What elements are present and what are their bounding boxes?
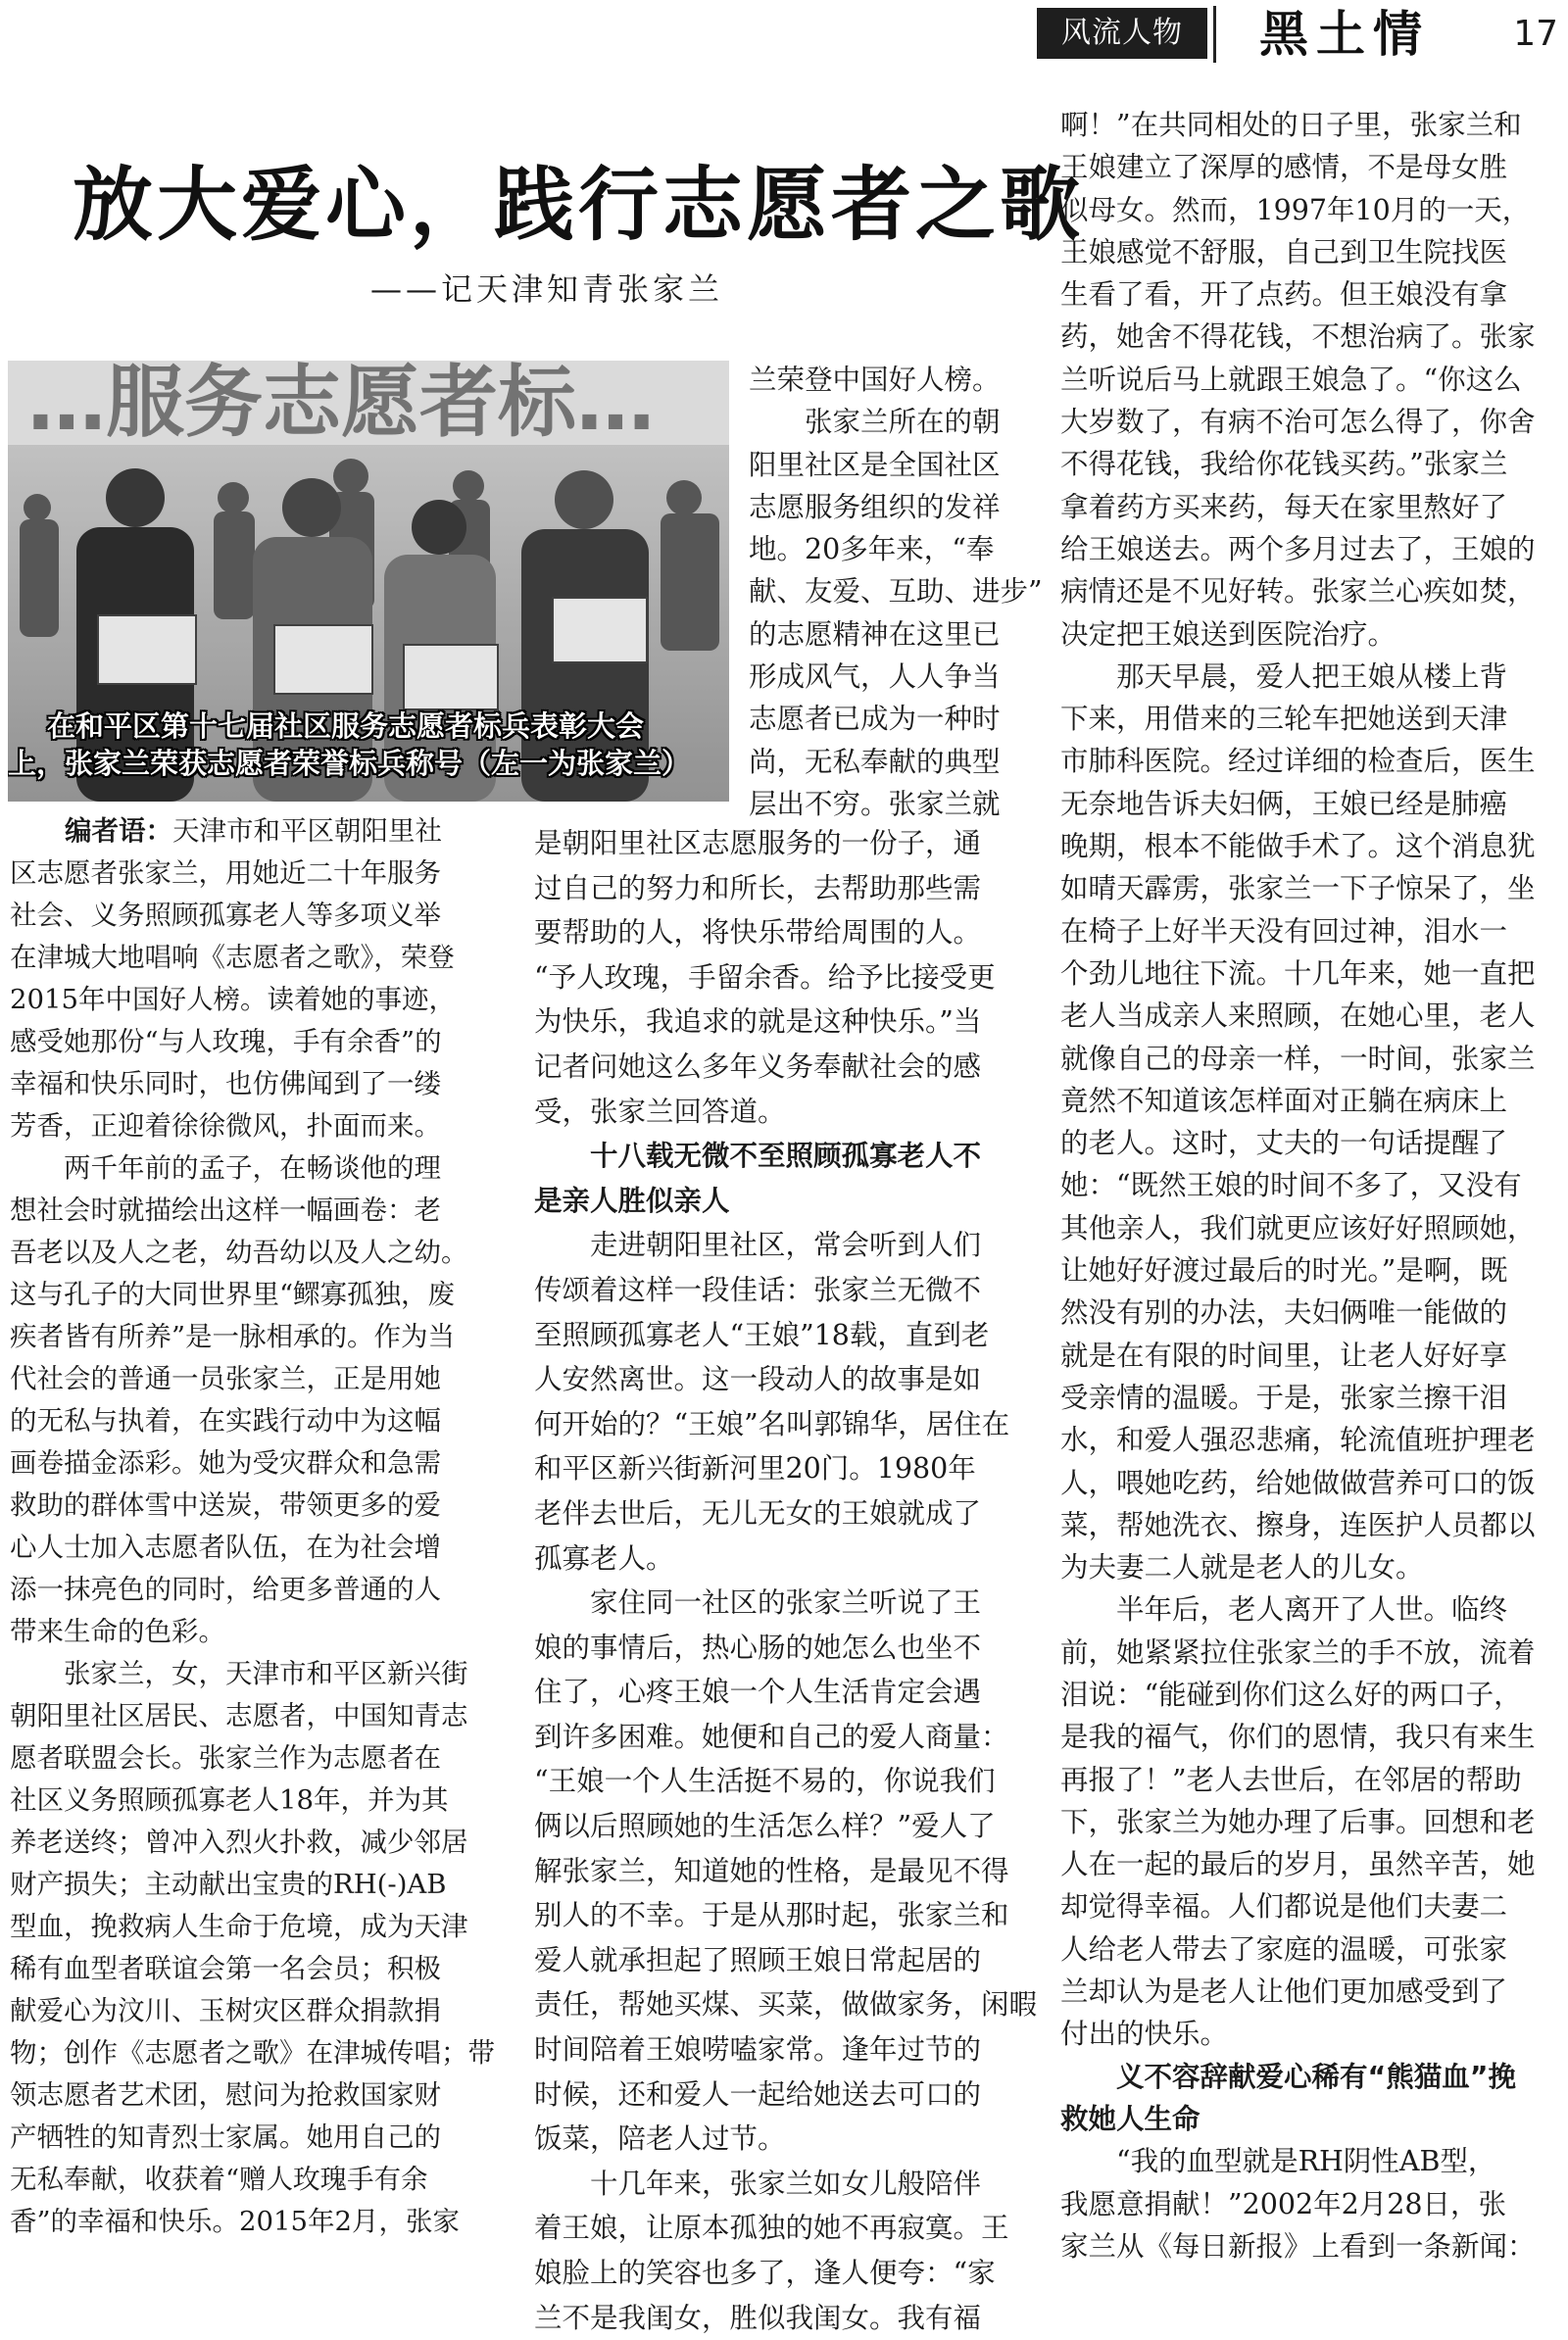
text-line: 然没有别的办法，夫妇俩唯一能做的 [1060,1296,1508,1330]
text-line: 个劲儿地往下流。十几年来，她一直把 [1060,956,1536,990]
article-photo [8,361,729,802]
text-line: 前，她紧紧拉住张家兰的手不放，流着 [1060,1635,1536,1669]
section-heading: 义不容辞献爱心稀有“熊猫血”挽 [1060,2060,1516,2093]
article-title: 放大爱心，践行志愿者之歌 [73,159,1085,252]
text-line: 时候，还和爱人一起给她送去可口的 [534,2077,982,2111]
text-line: 吾老以及人之老，幼吾幼以及人之幼。 [10,1237,468,1268]
text-line: 泪说：“能碰到你们这么好的两口子， [1060,1678,1522,1711]
text-line: 药，她舍不得花钱，不想治病了。张家 [1060,320,1536,354]
text-line: 这与孔子的大同世界里“鳏寡孤独，废 [10,1279,456,1310]
text-line: 爱人就承担起了照顾王娘日常起居的 [534,1943,982,1976]
text-line: 阳里社区是全国社区 [749,448,1001,481]
text-line: 感受她那份“与人玫瑰，手有余香”的 [10,1026,442,1057]
section-heading: 十八载无微不至照顾孤寡老人不 [534,1140,982,1173]
text-line: 受，张家兰回答道。 [534,1095,786,1128]
text-line: 家兰从《每日新报》上看到一条新闻： [1060,2229,1536,2263]
text-line: 啊！”在共同相处的日子里，张家兰和 [1060,109,1522,141]
section-heading: 救她人生命 [1060,2102,1200,2135]
text-line: 是我的福气，你们的恩情，我只有来生 [1060,1721,1536,1754]
text-line: 兰听说后马上就跟王娘急了。“你这么 [1060,363,1522,396]
text-line: 十几年来，张家兰如女儿般陪伴 [534,2167,982,2200]
text-line: 晚期，根本不能做手术了。这个消息犹 [1060,830,1536,863]
section-tag: 风流人物 [1037,8,1207,59]
text-line: 添一抹亮色的同时，给更多普通的人 [10,1574,441,1605]
text-line: 为夫妻二人就是老人的儿女。 [1060,1551,1424,1584]
text-line: 献爱心为汶川、玉树灾区群众捐款捐 [10,1995,441,2026]
page-number: 17 [1513,14,1558,54]
text-line: 产牺牲的知青烈士家属。她用自己的 [10,2121,441,2153]
text-line: 饭菜，陪老人过节。 [534,2122,786,2156]
text-line: 香”的幸福和快乐。2015年2月，张家 [10,2206,461,2237]
text-line: 付出的快乐。 [1060,2018,1229,2051]
text-line: 竟然不知道该怎样面对正躺在病床上 [1060,1084,1508,1117]
text-line: 住了，心疼王娘一个人生活肯定会遇 [534,1676,982,1709]
section-heading: 是亲人胜似亲人 [534,1184,730,1217]
text-line: 朝阳里社区居民、志愿者，中国知青志 [10,1700,468,1731]
text-line: 疾者皆有所养”是一脉相承的。作为当 [10,1321,456,1352]
text-line: 地。20多年来，“奉 [749,533,995,566]
text-line: 却觉得幸福。人们都说是他们夫妻二 [1060,1890,1508,1924]
text-line: 如晴天霹雳，张家兰一下子惊呆了，坐 [1060,872,1536,905]
text-line: 何开始的？“王娘”名叫郭锦华，居住在 [534,1407,1010,1440]
text-line: 下来，用借来的三轮车把她送到天津 [1060,703,1508,736]
text-line: 志愿服务组织的发祥 [749,490,1001,523]
text-line: 下，张家兰为她办理了后事。回想和老 [1060,1805,1536,1838]
text-line: 着王娘，让原本孤独的她不再寂寞。王 [534,2212,1009,2245]
text-line: 记者问她这么多年义务奉献社会的感 [534,1049,982,1083]
text-line: 物；创作《志愿者之歌》在津城传唱；带 [10,2037,495,2069]
text-line: 就是在有限的时间里，让老人好好享 [1060,1339,1508,1372]
text-line: 在津城大地唱响《志愿者之歌》，荣登 [10,942,455,973]
text-line: 别人的不幸。于是从那时起，张家兰和 [534,1899,1009,1932]
text-line: 就像自己的母亲一样，一时间，张家兰 [1060,1042,1536,1075]
text-line: 无奈地告诉夫妇俩，王娘已经是肺癌 [1060,787,1508,820]
text-line: 型血，挽救病人生命于危境，成为天津 [10,1911,468,1942]
text-line: 孤寡老人。 [534,1541,674,1575]
text-line: 过自己的努力和所长，去帮助那些需 [534,871,982,904]
text-line: 拿着药方买来药，每天在家里熬好了 [1060,490,1508,523]
text-line: 尚，无私奉献的典型 [749,745,1001,778]
text-line: 其他亲人，我们就更应该好好照顾她， [1060,1211,1536,1244]
text-line: 张家兰所在的朝 [749,406,1001,439]
text-line: 走进朝阳里社区，常会听到人们 [534,1229,982,1262]
text-line: 在椅子上好半天没有回过神，泪水一 [1060,914,1508,948]
text-line: 为快乐，我追求的就是这种快乐。”当 [534,1005,982,1039]
text-line: 娘的事情后，热心肠的她怎么也坐不 [534,1631,982,1664]
text-line: 市肺科医院。经过详细的检查后，医生 [1060,745,1536,778]
text-line: 人在一起的最后的岁月，虽然辛苦，她 [1060,1848,1536,1881]
text-line: 老人当成亲人来照顾，在她心里，老人 [1060,999,1536,1033]
text-line: 救助的群体雪中送炭，带领更多的爱 [10,1489,441,1521]
text-line: 兰却认为是老人让他们更加感受到了 [1060,1975,1508,2009]
text-line: 生看了看，开了点药。但王娘没有拿 [1060,278,1508,312]
text-line: 代社会的普通一员张家兰，正是用她 [10,1363,441,1394]
text-line: 水，和爱人强忍悲痛，轮流值班护理老 [1060,1424,1536,1457]
text-line: 我愿意捐献！”2002年2月28日，张 [1060,2187,1506,2220]
header-divider [1213,6,1216,63]
text-line: 的志愿精神在这里已 [749,617,1001,651]
text-line: 王娘感觉不舒服，自己到卫生院找医 [1060,235,1508,268]
text-line: 形成风气，人人争当 [749,660,1001,694]
text-line: 人安然离世。这一段动人的故事是如 [534,1363,982,1396]
text-line: 天津市和平区朝阳里社 [172,815,442,847]
text-line: 她：“既然王娘的时间不多了，又没有 [1060,1169,1522,1202]
text-line: 是朝阳里社区志愿服务的一份子，通 [534,827,982,859]
banner-text: …服务志愿者标… [27,361,655,448]
text-line: “予人玫瑰，手留余香。给予比接受更 [534,960,996,994]
text-line: 社区义务照顾孤寡老人18年，并为其 [10,1784,449,1816]
text-line: 人，喂她吃药，给她做做营养可口的饭 [1060,1466,1536,1499]
magazine-name: 黑土情 [1259,5,1430,63]
text-line: 层出不穷。张家兰就 [749,787,1001,820]
text-line: 带来生命的色彩。 [10,1616,225,1647]
text-line: 菜，帮她洗衣、擦身，连医护人员都以 [1060,1508,1536,1541]
text-line: 俩以后照顾她的生活怎么样？”爱人了 [534,1810,996,1843]
editor-note-first-line [10,810,506,853]
text-line: 养老送终；曾冲入烈火扑救，减少邻居 [10,1827,468,1858]
editor-note-label: 编者语： [65,815,172,847]
text-line: 解张家兰，知道她的性格，是最见不得 [534,1854,1009,1887]
photo-caption-line2: 上，张家兰荣获志愿者荣誉标兵称号（左一为张家兰） [8,747,691,780]
photo-caption-line1: 在和平区第十七届社区服务志愿者标兵表彰大会 [47,709,645,743]
column-right [1060,104,1568,2267]
text-line: 王娘建立了深厚的感情，不是母女胜 [1060,151,1508,184]
text-line: 娘脸上的笑容也多了，逢人便夸：“家 [534,2257,996,2289]
text-line: 愿者联盟会长。张家兰作为志愿者在 [10,1742,441,1774]
text-line: 让她好好渡过最后的时光。”是啊，既 [1060,1254,1508,1288]
text-line: 再报了！”老人去世后，在邻居的帮助 [1060,1763,1522,1796]
text-line: 人给老人带去了家庭的温暖，可张家 [1060,1932,1508,1966]
text-line: 决定把王娘送到医院治疗。 [1060,617,1396,651]
text-line: 稀有血型者联谊会第一名会员；积极 [10,1953,441,1984]
text-line: 和平区新兴街新河里20门。1980年 [534,1452,976,1486]
text-line: 想社会时就描绘出这样一幅画卷：老 [10,1194,441,1226]
text-line: “王娘一个人生活挺不易的，你说我们 [534,1765,996,1798]
text-line: 似母女。然而，1997年10月的一天， [1060,193,1531,226]
text-line: 要帮助的人，将快乐带给周围的人。 [534,916,982,950]
text-line: 财产损失；主动献出宝贵的RH(-)AB [10,1869,447,1900]
article-subtitle: ——记天津知青张家兰 [370,270,724,308]
column-left [10,810,506,2243]
text-line: 献、友爱、互助、进步” [749,575,1043,609]
text-line: 幸福和快乐同时，也仿佛闻到了一缕 [10,1068,441,1099]
text-line: 至照顾孤寡老人“王娘”18载，直到老 [534,1318,990,1351]
text-line: 无私奉献，收获着“赠人玫瑰手有余 [10,2164,428,2195]
text-line: 心人士加入志愿者队伍，在为社会增 [10,1532,441,1563]
text-line: 家住同一社区的张家兰听说了王 [534,1586,982,1620]
text-line: 不得花钱，我给你花钱买药。”张家兰 [1060,448,1508,481]
text-line: 那天早晨，爱人把王娘从楼上背 [1060,659,1508,693]
text-line: 芳香，正迎着徐徐微风，扑面而来。 [10,1110,441,1142]
text-line: 张家兰，女，天津市和平区新兴街 [10,1658,468,1689]
column-center [534,821,1044,2340]
text-line: 责任，帮她买煤、买菜，做做家务，闲暇 [534,1988,1038,2022]
text-line: 给王娘送去。两个多月过去了，王娘的 [1060,532,1536,565]
text-line: 老伴去世后，无儿无女的王娘就成了 [534,1496,982,1530]
text-line: 受亲情的温暖。于是，张家兰擦干泪 [1060,1381,1508,1414]
text-line: 传颂着这样一段佳话：张家兰无微不 [534,1273,982,1306]
text-line: 2015年中国好人榜。读着她的事迹， [10,984,456,1015]
column-center-top [749,359,1043,825]
text-line: 画卷描金添彩。她为受灾群众和急需 [10,1447,441,1479]
text-line: 两千年前的孟子，在畅谈他的理 [10,1152,441,1184]
text-line: 的老人。这时，丈夫的一句话提醒了 [1060,1127,1508,1160]
text-line: 社会、义务照顾孤寡老人等多项义举 [10,900,441,931]
text-line: 兰荣登中国好人榜。 [749,364,1001,396]
text-line: 区志愿者张家兰，用她近二十年服务 [10,857,441,889]
text-line: 半年后，老人离开了人世。临终 [1060,1593,1508,1627]
text-line: 大岁数了，有病不治可怎么得了，你舍 [1060,406,1536,439]
text-line: 兰不是我闺女，胜似我闺女。我有福 [534,2301,982,2334]
text-line: 志愿者已成为一种时 [749,703,1001,736]
text-line: “我的血型就是RH阴性AB型， [1060,2145,1496,2178]
text-line: 病情还是不见好转。张家兰心疾如焚， [1060,575,1536,609]
text-line: 时间陪着王娘唠嗑家常。逢年过节的 [534,2033,982,2067]
text-line: 的无私与执着，在实践行动中为这幅 [10,1405,441,1437]
text-line: 到许多困难。她便和自己的爱人商量： [534,1720,1009,1753]
text-line: 领志愿者艺术团，慰问为抢救国家财 [10,2079,441,2111]
